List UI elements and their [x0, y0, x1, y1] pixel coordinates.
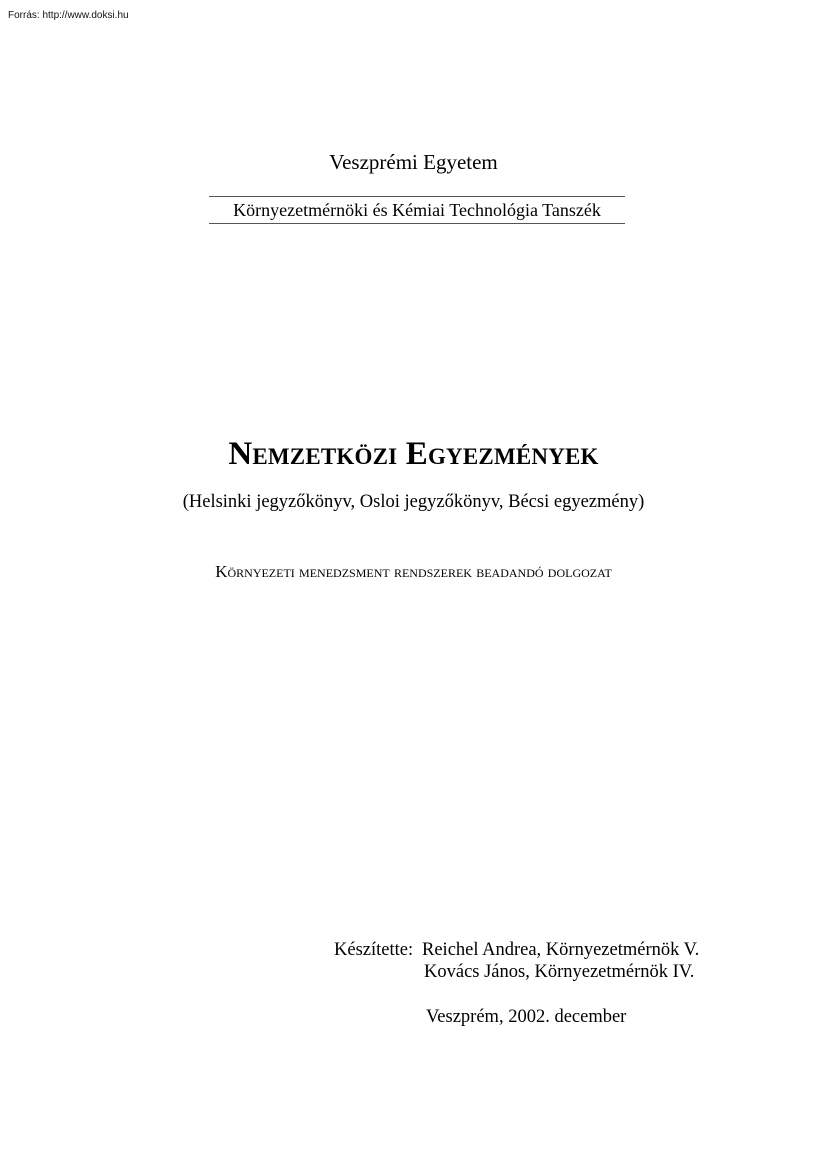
author-2: Kovács János, Környezetmérnök IV.: [424, 962, 695, 982]
prepared-by-label: Készítette:: [334, 940, 414, 960]
place-and-date: Veszprém, 2002. december: [426, 1007, 627, 1027]
department-name: Környezetmérnöki és Kémiai Technológia Tanszék: [233, 200, 601, 220]
course-description: Környezeti menedzsment rendszerek beadandó dolgozat: [215, 562, 612, 581]
university-name: Veszprémi Egyetem: [329, 150, 498, 174]
document-subtitle: (Helsinki jegyzőkönyv, Osloi jegyzőkönyv, Bécsi egyezmény): [182, 492, 645, 512]
department-block: [209, 196, 625, 224]
source-link: Forrás: http://www.doksi.hu: [8, 10, 129, 21]
author-1: Reichel Andrea, Környezetmérnök V.: [422, 940, 700, 960]
document-title: Nemzetközi Egyezmények: [228, 436, 599, 472]
